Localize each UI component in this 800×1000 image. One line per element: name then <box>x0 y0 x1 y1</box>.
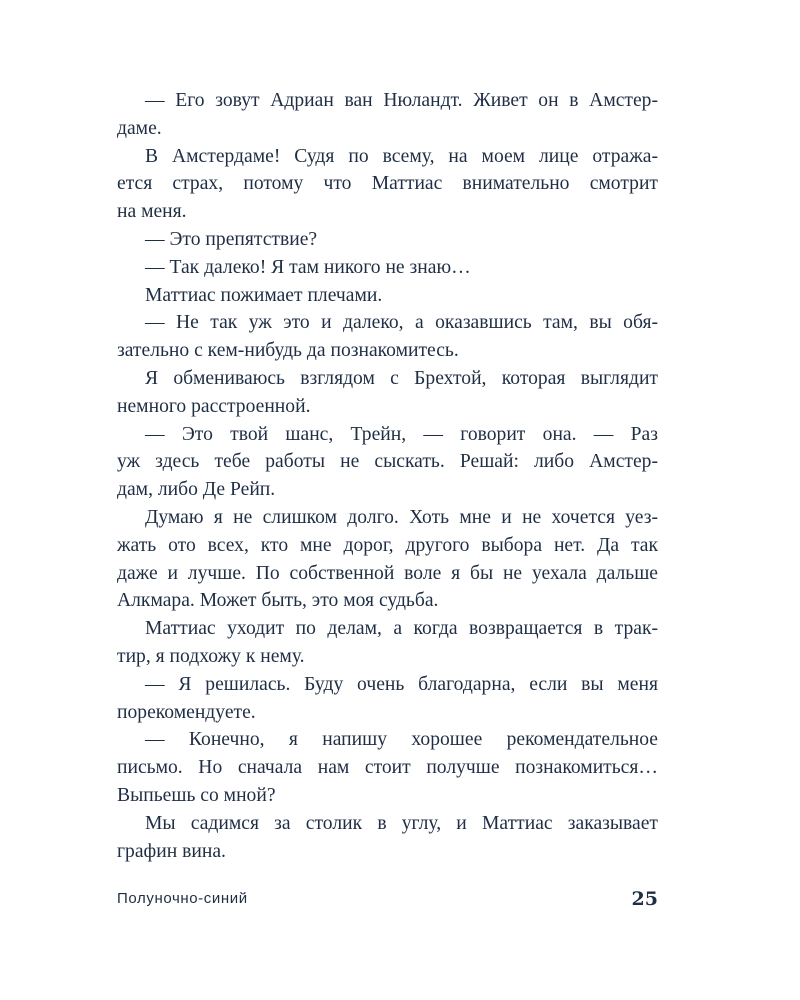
text-line: даме. <box>117 117 162 139</box>
text-line: дам, либо Де Рейп. <box>117 479 276 501</box>
text-line: — Это препятствие? <box>145 228 318 250</box>
text-line: на меня. <box>117 201 187 223</box>
text-line: жать ото всех, кто мне дорог, другого выбора нет. Да так <box>117 534 658 556</box>
page-number: 25 <box>631 888 658 910</box>
text-line: Мы садимся за столик в углу, и Маттиас заказывает <box>145 812 658 834</box>
text-line: зательно с кем-нибудь да познакомитесь. <box>117 340 459 362</box>
text-line: Алкмара. Может быть, это моя судьба. <box>117 590 439 612</box>
body-text <box>117 87 658 865</box>
text-line: Маттиас уходит по делам, а когда возвращается в трак- <box>145 618 658 640</box>
text-line: Думаю я не слишком долго. Хоть мне и не хочется уез- <box>145 506 658 528</box>
text-line: тир, я подхожу к нему. <box>117 645 305 667</box>
text-line: порекомендуете. <box>117 701 256 723</box>
text-line: уж здесь тебе работы не сыскать. Решай: либо Амстер- <box>117 451 658 473</box>
text-line: — Его зовут Адриан ван Нюландт. Живет он в Амстер- <box>145 90 658 111</box>
text-line: — Я решилась. Буду очень благодарна, если вы меня <box>145 673 658 695</box>
text-line: — Не так уж это и далеко, а оказавшись там, вы обя- <box>145 312 658 334</box>
running-title: Полуночно-синий <box>117 890 248 907</box>
text-line: даже и лучше. По собственной воле я бы не уехала дальше <box>117 562 658 584</box>
text-line: Маттиас пожимает плечами. <box>145 284 383 306</box>
text-line: ется страх, потому что Маттиас внимательно смотрит <box>117 173 658 195</box>
text-line: немного расстроенной. <box>117 395 311 417</box>
text-line: — Конечно, я напишу хорошее рекомендательное <box>145 729 658 751</box>
text-line: письмо. Но сначала нам стоит получше познакомиться… <box>117 757 658 779</box>
text-line: В Амстердаме! Судя по всему, на моем лице отража- <box>145 145 658 167</box>
page-footer <box>117 888 658 914</box>
text-line: Я обмениваюсь взглядом с Брехтой, которая выглядит <box>145 367 658 389</box>
text-line: графин вина. <box>117 840 226 862</box>
text-line: Выпьешь со мной? <box>117 784 276 806</box>
text-line: — Это твой шанс, Трейн, — говорит она. — Раз <box>145 423 658 445</box>
text-line: — Так далеко! Я там никого не знаю… <box>145 256 471 278</box>
